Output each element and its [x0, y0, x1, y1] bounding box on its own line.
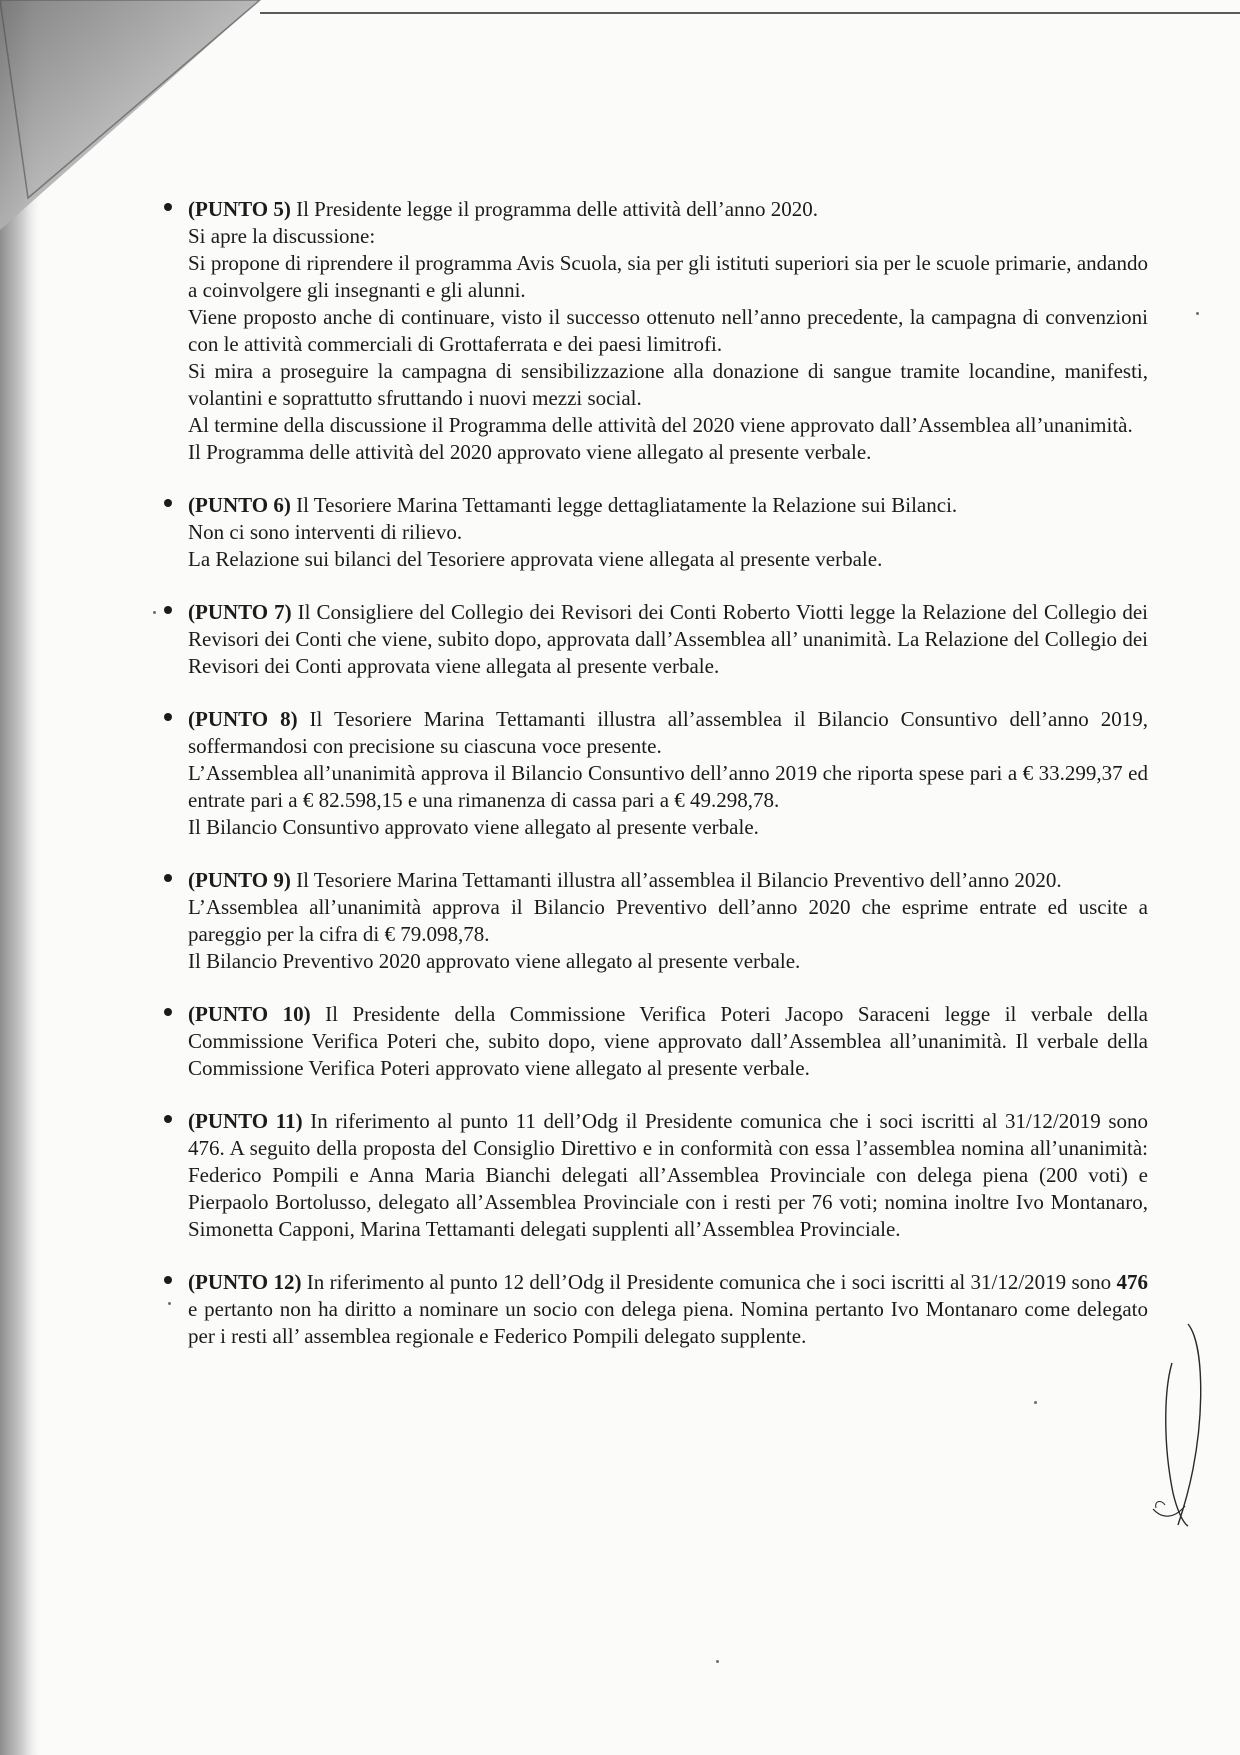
- paragraph-text: Il Programma delle attività del 2020 approvato viene allegato al presente verbale.: [188, 440, 872, 464]
- paragraph-text: e pertanto non ha diritto a nominare un socio con delega piena. Nomina pertanto Ivo Montanaro come delegato per i resti all’ assemblea regionale e Federico Pompili delegato supplente.: [188, 1297, 1148, 1348]
- paragraph-text: Il Bilancio Consuntivo approvato viene allegato al presente verbale.: [188, 815, 759, 839]
- paragraph-text: Viene proposto anche di continuare, visto il successo ottenuto nell’anno precedente, la campagna di convenzioni con le attività commerciali di Grottaferrata e dei paesi limitrofi.: [188, 305, 1148, 356]
- bullet-icon: [164, 203, 172, 211]
- paragraph-text: L’Assemblea all’unanimità approva il Bilancio Consuntivo dell’anno 2019 che riporta spese pari a € 33.299,37 ed entrate pari a € 82.598,15 e una rimanenza di cassa pari a € 49.298,78.: [188, 761, 1148, 812]
- punto-label: (PUNTO 10): [188, 1002, 311, 1026]
- paragraph-text: Non ci sono interventi di rilievo.: [188, 520, 463, 544]
- paragraph-text: In riferimento al punto 11 dell’Odg il Presidente comunica che i soci iscritti al 31/12/2019 sono 476. A seguito della proposta del Consiglio Direttivo e in conformità con essa l’assemblea nomina all’unanimità: Federico Pompili e Anna Maria Bianchi delegati all’Assemblea Provinciale con delega piena (200 voti) e Pierpaolo Bortolusso, delegato all’Assemblea Provinciale con i resti per 76 voti; nomina inoltre Ivo Montanaro, Simonetta Capponi, Marina Tettamanti delegati supplenti all’Assemblea Provinciale.: [188, 1109, 1149, 1241]
- paragraph-text: Il Tesoriere Marina Tettamanti illustra all’assemblea il Bilancio Consuntivo dell’anno 2019, soffermandosi con precisione su ciascuna voce presente.: [188, 707, 1148, 758]
- punto-label: (PUNTO 6): [188, 493, 291, 517]
- punto-5: [188, 196, 1148, 466]
- scan-mark: [168, 1302, 171, 1305]
- punto-label: (PUNTO 5): [188, 197, 291, 221]
- paragraph-text: Si apre la discussione:: [188, 224, 376, 248]
- handwritten-signature: [1150, 1320, 1220, 1530]
- scan-mark: [716, 1660, 719, 1663]
- bullet-icon: [164, 1115, 172, 1123]
- punto-label: (PUNTO 11): [188, 1109, 303, 1133]
- paragraph-text: Il Consigliere del Collegio dei Revisori dei Conti Roberto Viotti legge la Relazione del Collegio dei Revisori dei Conti che viene, subito dopo, approvata dall’Assemblea all’ unanimità. La Relazione del Collegio dei Revisori dei Conti approvata viene allegata al presente verbale.: [188, 600, 1149, 678]
- punto-12: [188, 1269, 1148, 1350]
- paragraph-text: Si mira a proseguire la campagna di sensibilizzazione alla donazione di sangue tramite locandine, manifesti, volantini e soprattutto sfruttando i nuovi mezzi social.: [188, 359, 1148, 410]
- scan-mark: [153, 611, 156, 614]
- bullet-icon: [164, 1008, 172, 1016]
- minutes-body: [188, 196, 1148, 1376]
- punto-label: (PUNTO 9): [188, 868, 291, 892]
- paragraph-text: Al termine della discussione il Programma delle attività del 2020 viene approvato dall’Assemblea all’unanimità.: [188, 413, 1133, 437]
- punto-label: (PUNTO 8): [188, 707, 298, 731]
- paragraph-text: Il Presidente della Commissione Verifica Poteri Jacopo Saraceni legge il verbale della Commissione Verifica Poteri che, subito dopo, viene approvato dall’Assemblea all’unanimità. Il verbale della Commissione Verifica Poteri approvato viene allegato al presente verbale.: [188, 1002, 1148, 1080]
- paragraph-text: L’Assemblea all’unanimità approva il Bilancio Preventivo dell’anno 2020 che esprime entrate ed uscite a pareggio per la cifra di € 79.098,78.: [188, 895, 1148, 946]
- scan-mark: [1196, 312, 1199, 315]
- bullet-icon: [164, 713, 172, 721]
- bullet-icon: [164, 874, 172, 882]
- paragraph-text: Il Bilancio Preventivo 2020 approvato viene allegato al presente verbale.: [188, 949, 801, 973]
- member-count: 476: [1116, 1270, 1149, 1294]
- scan-top-edge: [260, 12, 1240, 14]
- bullet-icon: [164, 499, 172, 507]
- punto-8: [188, 706, 1148, 841]
- paragraph-text: Il Tesoriere Marina Tettamanti legge dettagliatamente la Relazione sui Bilanci.: [290, 493, 958, 517]
- punto-label: (PUNTO 12): [188, 1270, 302, 1294]
- punto-6: [188, 492, 1148, 573]
- paragraph-text: La Relazione sui bilanci del Tesoriere approvata viene allegata al presente verbale.: [188, 547, 883, 571]
- punto-7: [188, 599, 1148, 680]
- punto-11: [188, 1108, 1148, 1243]
- paragraph-text: Il Presidente legge il programma delle attività dell’anno 2020.: [290, 197, 819, 221]
- punto-10: [188, 1001, 1148, 1082]
- punto-9: [188, 867, 1148, 975]
- bullet-icon: [164, 606, 172, 614]
- paragraph-text: Si propone di riprendere il programma Avis Scuola, sia per gli istituti superiori sia per le scuole primarie, andando a coinvolgere gli insegnanti e gli alunni.: [188, 251, 1148, 302]
- punto-label: (PUNTO 7): [188, 600, 292, 624]
- bullet-icon: [164, 1276, 172, 1284]
- scan-mark: [1034, 1401, 1037, 1404]
- paragraph-text: In riferimento al punto 12 dell’Odg il Presidente comunica che i soci iscritti al 31/12/2019 sono: [301, 1270, 1117, 1294]
- paragraph-text: Il Tesoriere Marina Tettamanti illustra all’assemblea il Bilancio Preventivo dell’anno 2020.: [290, 868, 1062, 892]
